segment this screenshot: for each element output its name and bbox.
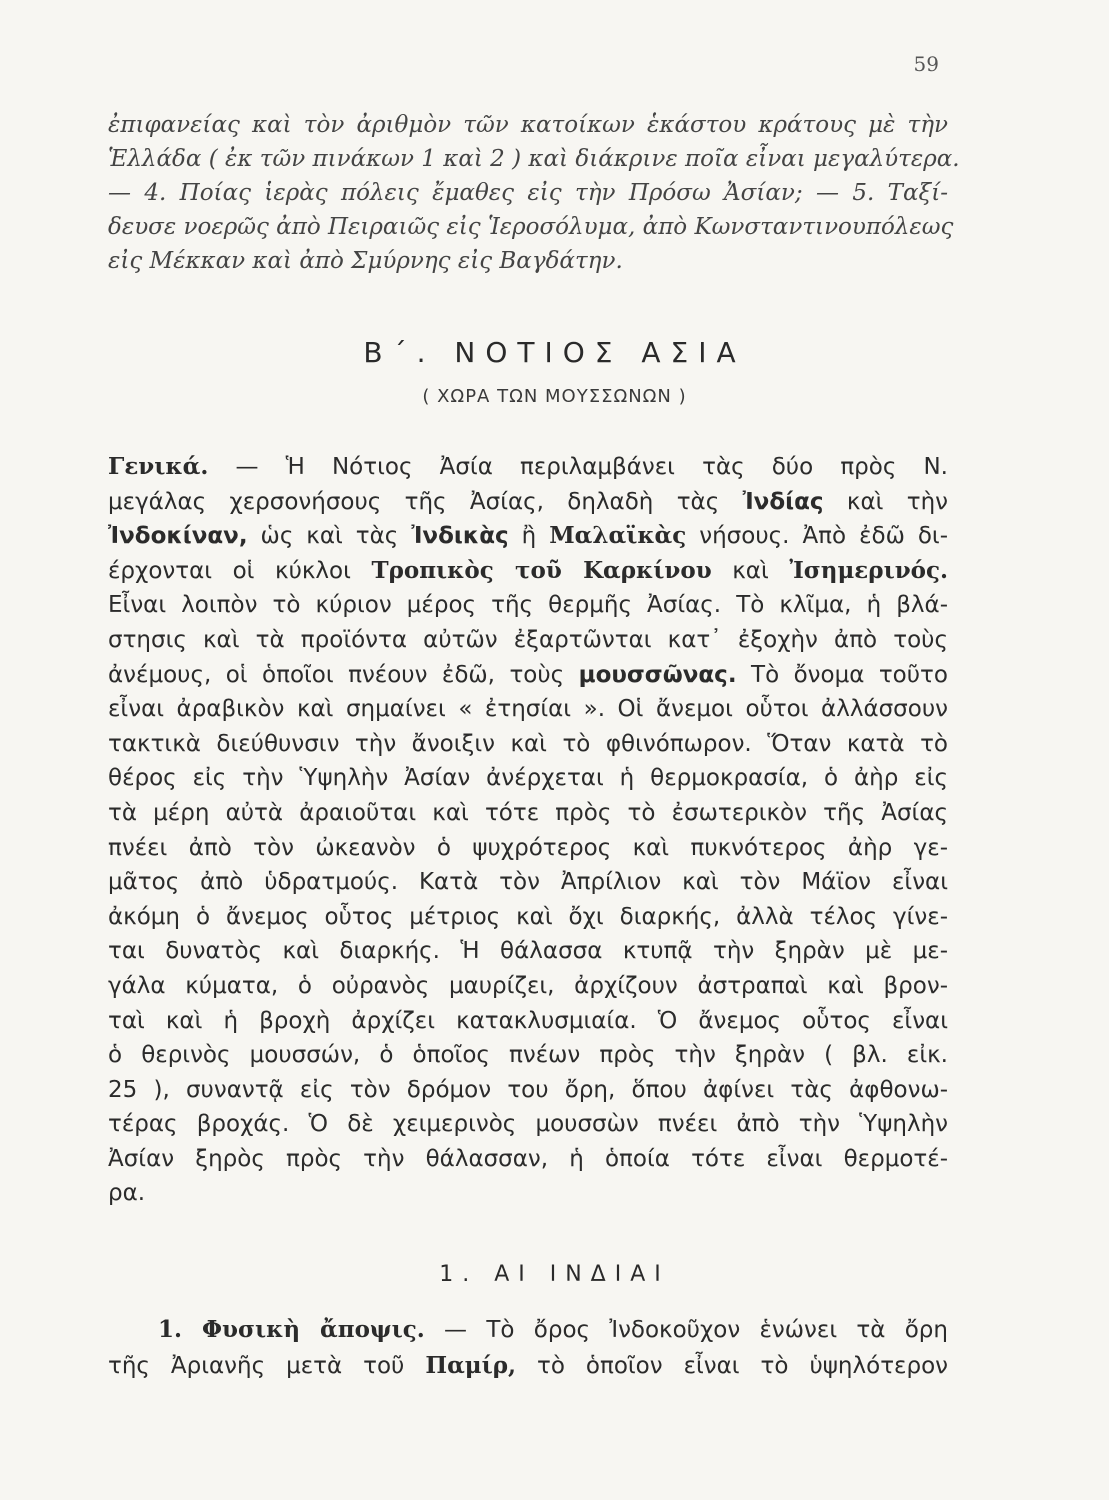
term-indian-islands: Ἰνδικὰς [411,523,509,550]
body-line: Ἰνδοκίναν, ὡς καὶ τὰς Ἰνδικὰς ἢ Μαλαϊκὰς νήσους. Ἀπὸ ἐδῶ δι- [108,522,948,550]
term-india: Ἰνδίας [742,488,824,515]
term-malay: Μαλαϊκὰς [549,522,687,550]
body-line: έρχονται οἱ κύκλοι Τροπικὸς τοῦ Καρκίνου καὶ Ἰσημερινός. [108,556,949,584]
body-line: στησις καὶ τὰ προϊόντα αὐτῶν ἐξαρτῶνται κατ᾽ ἐξοχὴν ἀπὸ τοὺς [108,626,948,653]
body-line: μεγάλας χερσονήσους τῆς Ἀσίας, δηλαδὴ τὰς Ἰνδίας καὶ τὴν [108,488,948,515]
body-line: γάλα κύματα, ὁ οὐρανὸς μαυρίζει, ἀρχίζουν ἀστραπαὶ καὶ βρον- [108,972,948,999]
body-line: θέρος εἰς τὴν Ὑψηλὴν Ἀσίαν ἀνέρχεται ἡ θερμοκρασία, ὁ ἀὴρ εἰς [108,765,948,792]
exercise-line: ἐπιφανείας καὶ τὸν ἀριθμὸν τῶν κατοίκων ἑκάστου κράτους μὲ τὴν [108,112,948,138]
body-line: ἀκόμη ὁ ἄνεμος οὗτος μέτριος καὶ ὄχι διαρκής, ἀλλὰ τέλος γίνε- [108,903,948,930]
body-line: ται δυνατὸς καὶ διαρκής. Ἡ θάλασσα κτυπᾷ τὴν ξηρὰν μὲ με- [108,938,948,965]
term-indochina: Ἰνδοκίναν, [108,523,248,550]
exercise-line: Ἑλλάδα ( ἐκ τῶν πινάκων 1 καὶ 2 ) καὶ διάκρινε ποῖα εἶναι μεγαλύτερα. [108,146,960,172]
exercise-line: εἰς Μέκκαν καὶ ἀπὸ Σμύρνης εἰς Βαγδάτην. [108,248,623,274]
body-line: Γενικά. — Ἡ Νότιος Ἀσία περιλαμβάνει τὰς δύο πρὸς Ν. [108,453,948,480]
term-equator: Ἰσημερινός. [789,556,949,584]
lead-term-general: Γενικά. [108,453,209,480]
body-line: Ἀσίαν ξηρὸς πρὸς τὴν θάλασσαν, ἡ ὁποία τότε εἶναι θερμοτέ- [108,1145,948,1172]
exercise-line: δευσε νοερῶς ἀπὸ Πειραιῶς εἰς Ἱεροσόλυμα, ἀπὸ Κωνσταντινουπόλεως [108,214,954,240]
lead-term-physical-view: 1. Φυσικὴ ἄποψις. [158,1316,425,1343]
exercise-line: — 4. Ποίας ἱερὰς πόλεις ἔμαθες εἰς τὴν Πρόσω Ἀσίαν; — 5. Ταξί- [108,180,948,206]
body-line: τακτικὰ διεύθυνσιν τὴν ἄνοιξιν καὶ τὸ φθινόπωρον. Ὅταν κατὰ τὸ [108,730,948,757]
section-subtitle: ( ΧΩΡΑ ΤΩΝ ΜΟΥΣΣΩΝΩΝ ) [422,386,687,407]
body-line: ρα. [108,1180,146,1207]
term-pamir: Παμίρ, [425,1352,517,1379]
body-line: εἶναι ἀραβικὸν καὶ σημαίνει « ἐτησίαι ». Οἱ ἄνεμοι οὗτοι ἀλλάσσουν [108,696,948,723]
body-line: 25 ), συναντᾷ εἰς τὸν δρόμον του ὄρη, ὅπου ἀφίνει τὰς ἀφθονω- [108,1076,948,1103]
body-line: 1. Φυσικὴ ἄποψις. — Τὸ ὄρος Ἰνδοκοῦχον ἑνώνει τὰ ὄρη [158,1316,948,1343]
page-number: 59 [913,52,939,76]
term-monsoons: μουσσῶνας. [578,661,737,688]
body-line: τέρας βροχάς. Ὁ δὲ χειμερινὸς μουσσὼν πνέει ἀπὸ τὴν Ὑψηλὴν [108,1111,948,1138]
exercises-paragraph [108,108,960,278]
section-title: Β΄. ΝΟΤΙΟΣ ΑΣΙΑ [363,336,746,369]
subsection-title: 1. ΑΙ ΙΝΔΙΑΙ [439,1262,670,1287]
body-line: Εἶναι λοιπὸν τὸ κύριον μέρος τῆς θερμῆς Ἀσίας. Τὸ κλῖμα, ἡ βλά- [108,592,948,619]
general-paragraph [108,450,948,1211]
body-line: ταὶ καὶ ἡ βροχὴ ἀρχίζει κατακλυσμιαία. Ὁ ἄνεμος οὗτος εἶναι [108,1007,948,1034]
body-line: τὰ μέρη αὐτὰ ἀραιοῦται καὶ τότε πρὸς τὸ ἐσωτερικὸν τῆς Ἀσίας [108,799,948,826]
term-tropic-of-cancer: Τροπικὸς τοῦ Καρκίνου [371,556,712,584]
body-line: τῆς Ἀριανῆς μετὰ τοῦ Παμίρ, τὸ ὁποῖον εἶναι τὸ ὑψηλότερον [108,1352,948,1379]
body-line: πνέει ἀπὸ τὸν ὠκεανὸν ὁ ψυχρότερος καὶ πυκνότερος ἀὴρ γε- [108,834,948,861]
body-line: ὁ θερινὸς μουσσών, ὁ ὁποῖος πνέων πρὸς τὴν ξηρὰν ( βλ. εἰκ. [108,1042,948,1069]
physical-view-paragraph [108,1312,948,1384]
body-line: ἀνέμους, οἱ ὁποῖοι πνέουν ἐδῶ, τοὺς μουσσῶνας. Τὸ ὄνομα τοῦτο [108,661,948,688]
body-line: μᾶτος ἀπὸ ὑδρατμούς. Κατὰ τὸν Ἀπρίλιον καὶ τὸν Μάϊον εἶναι [108,869,948,896]
